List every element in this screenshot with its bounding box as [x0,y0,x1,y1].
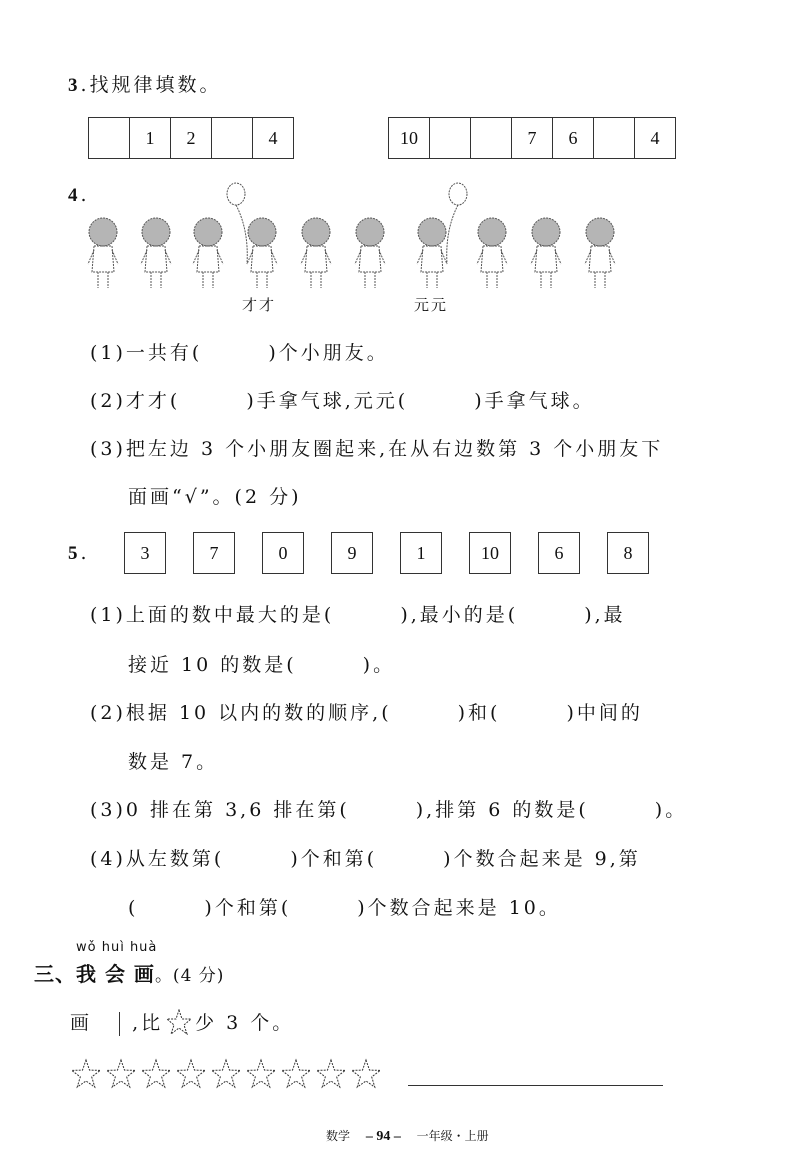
q4-part-1: (1)一共有( )个小朋友。 [90,342,389,364]
star-icon [317,1060,346,1087]
balloon-icon [227,183,245,205]
star-icon [352,1060,381,1087]
q5-part-1-line1: (1)上面的数中最大的是( ),最小的是( ),最 [90,604,626,626]
child-figure [227,183,277,288]
star-icon [212,1060,241,1087]
child-figure [417,183,467,288]
number-cell: 4 [634,117,676,159]
answer-line[interactable] [408,1085,663,1086]
star-icon [107,1060,136,1087]
number-box: 0 [262,532,304,574]
child-figure [585,218,615,288]
section3-heading: 三、我 会 画。(4 分) [34,962,225,986]
child-figure [531,218,561,288]
number-box: 7 [193,532,235,574]
child-figure [301,218,331,288]
star-icon [72,1060,101,1087]
number-cell: 2 [170,117,212,159]
number-cell: 10 [388,117,430,159]
blank-cell[interactable] [593,117,635,159]
q4-part-2: (2)才才( )手拿气球,元元( )手拿气球。 [90,390,595,412]
star-row [70,1056,400,1092]
q5-part-4-line1: (4)从左数第( )个和第( )个数合起来是 9,第 [90,848,641,870]
label-yuanyuan: 元元 [414,296,449,314]
blank-cell[interactable] [470,117,512,159]
q5-number-boxes [124,532,650,574]
child-figure [477,218,507,288]
number-box: 10 [469,532,511,574]
blank-cell[interactable] [429,117,471,159]
q4-part-3-line1: (3)把左边 3 个小朋友圈起来,在从右边数第 3 个小朋友下 [90,438,664,460]
number-cell: 7 [511,117,553,159]
q5-number: 5. [68,542,90,564]
page-footer: 数学 – 94 – 一年级・上册 [326,1129,489,1144]
number-cell: 6 [552,117,594,159]
section3-instruction: 画 ,比 少 3 个。 [70,1008,294,1036]
children-row [88,183,615,288]
number-box: 3 [124,532,166,574]
balloon-icon [449,183,467,205]
star-icon [142,1060,171,1087]
star-icon [247,1060,276,1087]
number-box: 6 [538,532,580,574]
q3-sequence-2 [388,117,676,159]
number-box: 9 [331,532,373,574]
star-icon [282,1060,311,1087]
number-cell: 1 [129,117,171,159]
section3-pinyin: wǒ huì huà [76,940,158,955]
q5-part-3: (3)0 排在第 3,6 排在第( ),排第 6 的数是( )。 [90,799,688,821]
child-figure [141,218,171,288]
number-cell: 4 [252,117,294,159]
blank-cell[interactable] [211,117,253,159]
q4-part-3-line2: 面画“√”。(2 分) [128,486,302,508]
stars-group [72,1060,381,1087]
q5-part-2-line2: 数是 7。 [128,751,219,773]
child-figure [88,218,118,288]
q5-part-4-line2: ( )个和第( )个数合起来是 10。 [128,897,561,919]
q4-number: 4. [68,184,90,206]
q5-part-1-line2: 接近 10 的数是( )。 [128,654,396,676]
q3-title: 3.找规律填数。 [68,74,222,96]
q3-sequence-1 [88,117,294,159]
q5-part-2-line1: (2)根据 10 以内的数的顺序,( )和( )中间的 [90,702,643,724]
label-caicai: 才才 [242,296,277,314]
number-box: 8 [607,532,649,574]
children-illustration [80,180,640,300]
child-figure [355,218,385,288]
number-box: 1 [400,532,442,574]
child-figure [193,218,223,288]
star-icon [177,1060,206,1087]
blank-cell[interactable] [88,117,130,159]
star-icon [166,1009,192,1035]
